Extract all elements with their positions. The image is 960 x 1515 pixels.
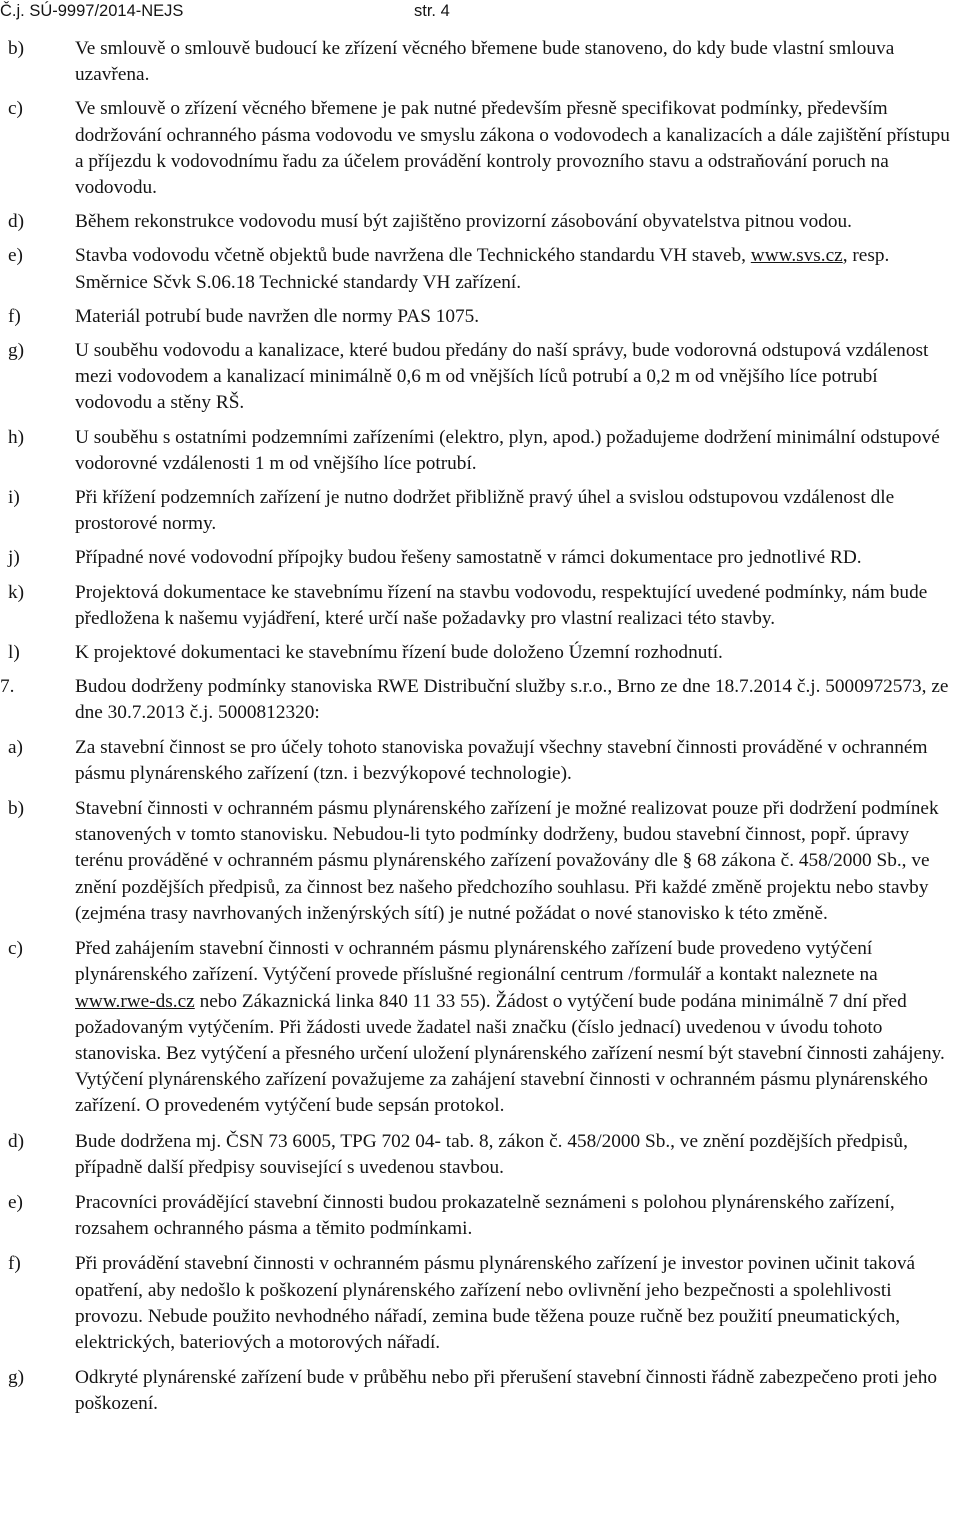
item-text: nebo Zákaznická linka 840 11 33 55). Žádost o vytýčení bude podána minimálně 7 dní před požadovaným vytýčením. Při žádosti uvede žadatel naši značku (číslo jednací) uvedenou v úvodu tohoto stanoviska. Bez vytýčení a přesného určení uložení plynárenského zařízení nesmí být stavební činnosti zahájeny. Vytýčení plynárenského zařízení považujeme za zahájení stavební činnosti v ochranném pásmu plynárenského zařízení. O provedeném vytýčení bude sepsán protokol.	[75, 990, 945, 1117]
rwe-website-link[interactable]: www.rwe-ds.cz	[75, 990, 195, 1012]
list-item	[0, 580, 954, 632]
list-item	[0, 936, 954, 1119]
item-marker: h)	[8, 426, 25, 448]
list-item	[0, 304, 954, 330]
item-marker: c)	[8, 938, 23, 960]
list-item	[0, 338, 954, 417]
item-text: Ve smlouvě o smlouvě budoucí ke zřízení věcného břemene bude stanoveno, do kdy bude vlastní smlouva uzavřena.	[75, 38, 895, 86]
item-text: Při křížení podzemních zařízení je nutno dodržet přibližně pravý úhel a svislou odstupovou vzdálenost dle prostorové normy.	[75, 487, 895, 535]
item-text: U souběhu s ostatními podzemními zařízeními (elektro, plyn, apod.) požadujeme dodržení minimální odstupové vodorovné vzdálenosti 1 m od vnějšího líce potrubí.	[75, 426, 940, 474]
item-text: U souběhu vodovodu a kanalizace, které budou předány do naší správy, bude vodorovná odstupová vzdálenost mezi vodovodem a kanalizací minimálně 0,6 m od vnějších líců potrubí a 0,2 m od vnějšího líce potrubí vodovodu a stěny RŠ.	[75, 340, 929, 414]
item-text: Bude dodržena mj. ČSN 73 6005, TPG 702 04- tab. 8, zákon č. 458/2000 Sb., ve znění pozdějších předpisů, případně další předpisy související s uvedenou stavbou.	[75, 1130, 908, 1178]
list-item	[0, 36, 954, 88]
item-marker: j)	[8, 547, 20, 569]
item-marker: e)	[8, 245, 23, 267]
list-item	[0, 640, 954, 666]
document-body	[0, 36, 960, 1418]
item-text: Materiál potrubí bude navržen dle normy PAS 1075.	[75, 305, 480, 327]
page-header	[0, 2, 450, 28]
item-text: , resp. Směrnice Sčvk S.06.18 Technické standardy VH zařízení.	[75, 245, 890, 293]
item-text: Stavba vodovodu včetně objektů bude navržena dle Technického standardu VH staveb,	[75, 245, 751, 267]
item-text: Ve smlouvě o zřízení věcného břemene je pak nutné především přesně specifikovat podmínky, především dodržování ochranného pásma vodovodu ve smyslu zákona o vodovodech a kanalizacích a dále zajištění přístupu a příjezdu k vodovodnímu řadu za účelem provádění kontroly provozního stavu a odstraňování poruch na vodovodu.	[75, 98, 950, 199]
list-item	[0, 243, 954, 295]
document-reference: Č.j. SÚ-9997/2014-NEJS	[0, 2, 184, 20]
item-marker: f)	[8, 1253, 21, 1275]
item-marker: g)	[8, 1367, 25, 1389]
item-text: Pracovníci provádějící stavební činnosti budou prokazatelně seznámeni s polohou plynárenského zařízení, rozsahem ochranného pásma a těmito podmínkami.	[75, 1191, 895, 1240]
list-item	[0, 1251, 954, 1356]
list-item	[0, 1190, 954, 1242]
item-marker: c)	[8, 98, 23, 120]
item-marker: f)	[8, 305, 21, 327]
item-text: K projektové dokumentaci ke stavebnímu řízení bude doloženo Územní rozhodnutí.	[75, 642, 723, 664]
list-item	[0, 735, 954, 787]
list-item	[0, 209, 954, 235]
item-marker: b)	[8, 38, 25, 59]
item-text: Projektová dokumentace ke stavebnímu řízení na stavbu vodovodu, respektující uvedené podmínky, nám bude předložena k našemu vyjádření, které určí naše požadavky pro vlastní realizaci této stavby.	[75, 581, 928, 629]
item-marker: k)	[8, 581, 25, 603]
item-text: Stavební činnosti v ochranném pásmu plynárenského zařízení je možné realizovat pouze při dodržení podmínek stanovených v tomto stanovisku. Nebudou-li tyto podmínky dodrženy, budou stavební činnost, popř. úpravy terénu prováděné v ochranném pásmu plynárenského zařízení považovány dle § 68 zákona č. 458/2000 Sb., ve znění pozdějších předpisů, za činnost bez našeho předchozího souhlasu. Při každé změně projektu nebo stavby (zejména trasy navrhovaných inženýrských sítí) je nutné požádat o nové stanovisko k této změně.	[75, 798, 939, 924]
list-item	[0, 796, 954, 927]
item-text: Před zahájením stavební činnosti v ochranném pásmu plynárenského zařízení bude provedeno vytýčení plynárenského zařízení. Vytýčení provede příslušné regionální centrum /formulář a kontakt naleznete na	[75, 938, 878, 986]
item-marker: d)	[8, 1130, 25, 1152]
page-number: str. 4	[414, 2, 450, 20]
svs-website-link[interactable]: www.svs.cz	[750, 245, 843, 267]
item-text: Případné nové vodovodní přípojky budou řešeny samostatně v rámci dokumentace pro jednotlivé RD.	[75, 547, 862, 569]
list-item	[0, 1129, 954, 1181]
item-marker: d)	[8, 211, 25, 233]
item-marker: a)	[8, 736, 23, 758]
list-item	[0, 96, 954, 201]
list-item	[0, 545, 954, 571]
item-marker: g)	[8, 340, 25, 362]
section-text: Budou dodrženy podmínky stanoviska RWE Distribuční služby s.r.o., Brno ze dne 18.7.2014 č.j. 5000972573, ze dne 30.7.2013 č.j. 5000812320:	[75, 676, 949, 724]
section-number: 7.	[0, 676, 15, 698]
list-item	[0, 1365, 954, 1417]
item-text: Za stavební činnost se pro účely tohoto stanoviska považují všechny stavební činnosti prováděné v ochranném pásmu plynárenského zařízení (tzn. i bezvýkopové technologie).	[75, 736, 928, 784]
item-text: Během rekonstrukce vodovodu musí být zajištěno provizorní zásobování obyvatelstva pitnou vodou.	[75, 211, 852, 233]
list-item	[0, 425, 954, 477]
item-text: Odkryté plynárenské zařízení bude v průběhu nebo při přerušení stavební činnosti řádně zabezpečeno proti jeho poškození.	[75, 1367, 937, 1415]
item-marker: e)	[8, 1191, 23, 1213]
section-7	[0, 674, 954, 726]
item-marker: l)	[8, 642, 20, 664]
item-text: Při provádění stavební činnosti v ochranném pásmu plynárenského zařízení je investor povinen učinit taková opatření, aby nedošlo k poškození plynárenského zařízení nebo ovlivnění jeho bezpečnosti a spolehlivosti provozu. Nebude použito nevhodného nářadí, zemina bude těžena pouze ručně bez použití pneumatických, elektrických, bateriových a motorových nářadí.	[75, 1253, 916, 1353]
item-marker: b)	[8, 798, 25, 820]
list-item	[0, 485, 954, 537]
item-marker: i)	[8, 487, 20, 509]
